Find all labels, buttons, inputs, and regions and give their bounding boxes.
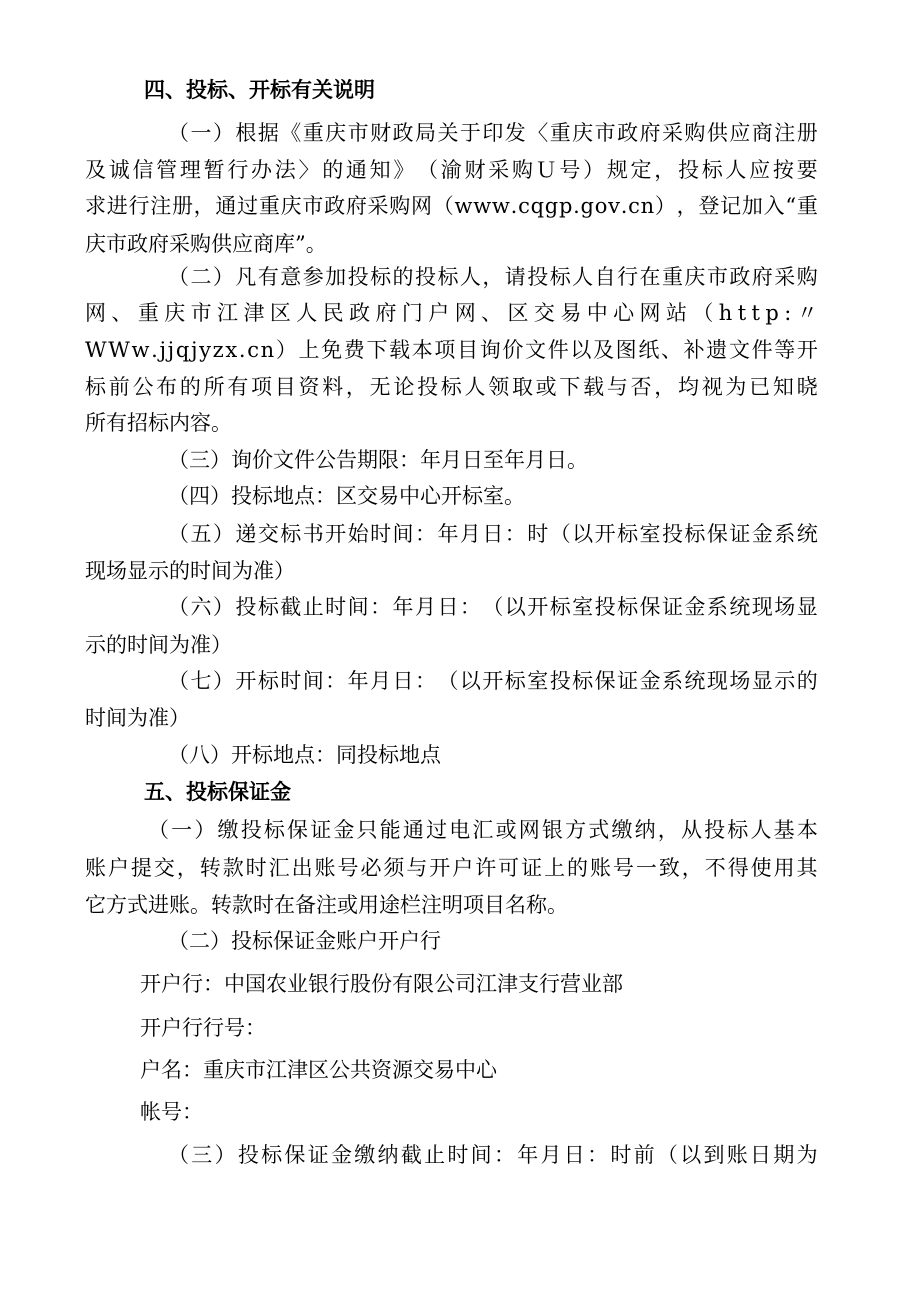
s5-p3: （ 三 ） 投 标 保 证 金 缴 纳 截 止 时 间 ： 年 月 日 ： 时 前 （ 以 到 账 日 期 为 — [168, 1143, 818, 1167]
s5-p2: （二）投标保证金账户开户行 — [168, 929, 441, 953]
s4-p2-line-3: W W w . j j q j y z x . c n ） 上 免 费 下 载 本 项 目 询 价 文 件 以 及 图 纸 、 补 遗 文 件 等 开 — [85, 338, 818, 362]
bank-number: 开户行行号： — [140, 1016, 266, 1040]
s4-p2-line-5: 所有招标内容。 — [85, 411, 232, 435]
s4-p1-line-3: 求 进 行 注 册 ， 通 过 重 庆 市 政 府 采 购 网 （ w w w . c q g p . g o v . c n ） ， 登 记 加 入 “ 重 — [85, 194, 818, 218]
s4-p2-line-1: （ 二 ） 凡 有 意 参 加 投 标 的 投 标 人 ， 请 投 标 人 自 行 在 重 庆 市 政 府 采 购 — [168, 265, 818, 289]
s4-p1-line-4: 庆市政府采购供应商库”。 — [85, 232, 327, 256]
section-5-title: 五、投标保证金 — [144, 780, 291, 804]
account-number: 帐号： — [140, 1100, 203, 1124]
s4-p4: （四）投标地点：区交易中心开标室。 — [168, 484, 525, 508]
bank-name: 开户行：中国农业银行股份有限公司江津支行营业部 — [140, 972, 623, 996]
s4-p8: （八）开标地点：同投标地点 — [168, 743, 441, 767]
s4-p2-line-2: 网 、 重 庆 市 江 津 区 人 民 政 府 门 户 网 、 区 交 易 中 心 网 站 （ h t t p : 〃 — [85, 301, 818, 325]
account-name: 户名：重庆市江津区公共资源交易中心 — [140, 1058, 497, 1082]
s5-p1-line-1: （ 一 ） 缴 投 标 保 证 金 只 能 通 过 电 汇 或 网 银 方 式 缴 纳 ， 从 投 标 人 基 本 — [148, 818, 818, 842]
s4-p1-line-2: 及 诚 信 管 理 暂 行 办 法 〉 的 通 知 》 （ 渝 财 采 购 Ｕ 号 ） 规 定 ， 投 标 人 应 按 要 — [85, 158, 818, 182]
s4-p1-line-1: （ 一 ） 根 据 《 重 庆 市 财 政 局 关 于 印 发 〈 重 庆 市 政 府 采 购 供 应 商 注 册 — [168, 121, 818, 145]
s4-p2-line-4: 标 前 公 布 的 所 有 项 目 资 料 ， 无 论 投 标 人 领 取 或 下 载 与 否 ， 均 视 为 已 知 晓 — [85, 375, 818, 399]
section-4-title: 四、投标、开标有关说明 — [144, 78, 375, 102]
s4-p5-line-2: 现场显示的时间为准） — [85, 559, 295, 583]
s5-p1-line-2: 账 户 提 交 ， 转 款 时 汇 出 账 号 必 须 与 开 户 许 可 证 上 的 账 号 一 致 ， 不 得 使 用 其 — [85, 856, 818, 880]
s4-p6-line-1: （ 六 ） 投 标 截 止 时 间 ： 年 月 日 ： （ 以 开 标 室 投 标 保 证 金 系 统 现 场 显 — [168, 595, 818, 619]
s4-p6-line-2: 示的时间为准） — [85, 633, 232, 657]
s4-p7-line-1: （ 七 ） 开 标 时 间 ： 年 月 日 ： （ 以 开 标 室 投 标 保 证 金 系 统 现 场 显 示 的 — [168, 669, 818, 693]
s4-p3: （三）询价文件公告期限：年月日至年月日。 — [168, 448, 588, 472]
s4-p5-line-1: （ 五 ） 递 交 标 书 开 始 时 间 ： 年 月 日 ： 时 （ 以 开 标 室 投 标 保 证 金 系 统 — [168, 522, 818, 546]
s5-p1-line-3: 它方式进账。转款时在备注或用途栏注明项目名称。 — [85, 893, 568, 917]
s4-p7-line-2: 时间为准） — [85, 706, 190, 730]
